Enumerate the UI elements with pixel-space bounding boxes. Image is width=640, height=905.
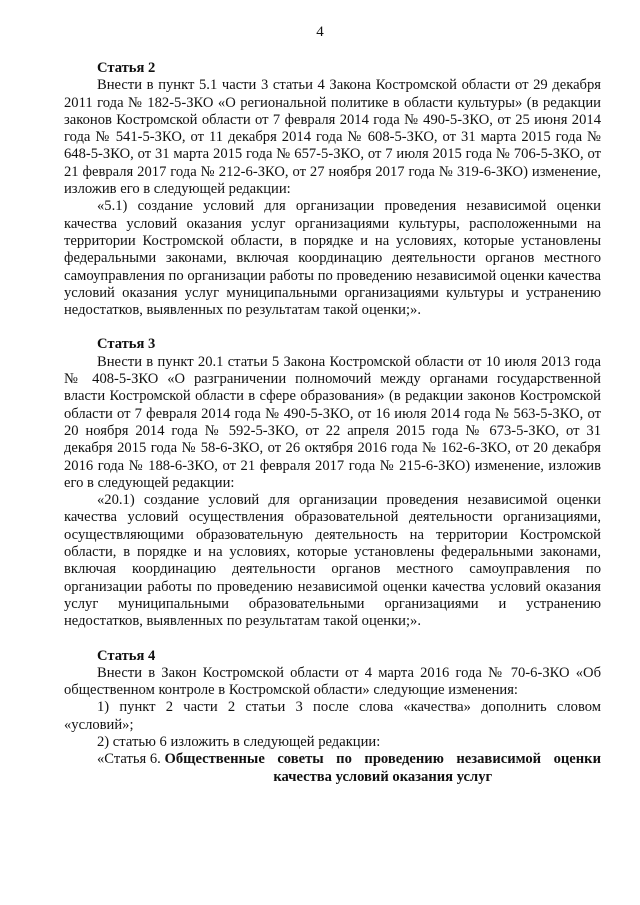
article-heading: Статья 4: [97, 647, 156, 664]
article-paragraph: Внести в Закон Костромской области от 4 марта 2016 года № 70-6-ЗКО «Об общественном контроле в Костромской области» следующие изменения:: [64, 664, 601, 699]
article-4: [64, 648, 601, 786]
article-paragraph: «5.1) создание условий для организации проведения независимой оценки качества условий оказания услуг организациями культуры, расположенными на территории Костромской области, в порядке и на условиях, которые установлены федеральными законами, включая координацию деятельности органов местного самоуправления по организации работы по проведению независимой оценки качества условий оказания услуг муниципальными организациями культуры и устранению недостатков, выявленных по результатам такой оценки;».: [64, 198, 601, 319]
article-paragraph: 2) статью 6 изложить в следующей редакции:: [97, 733, 381, 750]
article-paragraph: 1) пункт 2 части 2 статьи 3 после слова «качества» дополнить словом «условий»;: [64, 699, 601, 733]
quoted-article-lead: «Статья 6.: [97, 751, 165, 768]
spacer: [64, 631, 601, 648]
quoted-article-title: Общественные советы по проведению независимой оценки качества условий оказания услуг: [164, 751, 601, 785]
article-paragraph: Внести в пункт 5.1 части 3 статьи 4 Закона Костромской области от 29 декабря 2011 года № 182-5-ЗКО «О региональной политике в области культуры» (в редакции законов Костромской области от 7 февраля 2014 года № 490-5-ЗКО, от 25 июня 2014 года № 541-5-ЗКО, от 11 декабря 2014 года № 608-5-ЗКО, от 31 марта 2015 года № 648-5-ЗКО, от 31 марта 2015 года № 657-5-ЗКО, от 7 июля 2015 года № 706-5-ЗКО, от 21 февраля 2017 года № 212-6-ЗКО, от 27 ноября 2017 года № 319-6-ЗКО) изменение, изложив его в следующей редакции:: [64, 77, 601, 198]
spacer: [64, 319, 601, 336]
article-2: [64, 60, 601, 319]
article-paragraph: «20.1) создание условий для организации проведения независимой оценки качества условий осуществления образовательной деятельности организациями, осуществляющими образовательную деятельность на территории Костромской области, в порядке и на условиях, которые установлены федеральными законами, включая координацию деятельности органов местного самоуправления по организации работы по проведению независимой оценки качества условий оказания услуг муниципальными образовательными организациями и устранению недостатков, выявленных по результатам такой оценки;».: [64, 492, 601, 630]
article-heading: Статья 2: [97, 60, 156, 76]
page-number: 4: [316, 24, 324, 40]
article-3: [64, 336, 601, 630]
quoted-article-heading: [64, 751, 601, 786]
document-body: [64, 60, 601, 786]
article-paragraph: Внести в пункт 20.1 статьи 5 Закона Костромской области от 10 июля 2013 года № 408-5-ЗКО «О разграничении полномочий между органами государственной власти Костромской области в сфере образования» (в редакции законов Костромской области от 7 февраля 2014 года № 490-5-ЗКО, от 16 июля 2014 года № 563-5-ЗКО, от 20 ноября 2014 года № 592-5-ЗКО, от 22 апреля 2015 года № 673-5-ЗКО, от 31 декабря 2015 года № 58-6-ЗКО, от 26 октября 2016 года № 162-6-ЗКО, от 20 декабря 2016 года № 188-6-ЗКО, от 21 февраля 2017 года № 215-6-ЗКО) изменение, изложив его в следующей редакции:: [64, 353, 601, 491]
article-heading: Статья 3: [97, 336, 156, 353]
